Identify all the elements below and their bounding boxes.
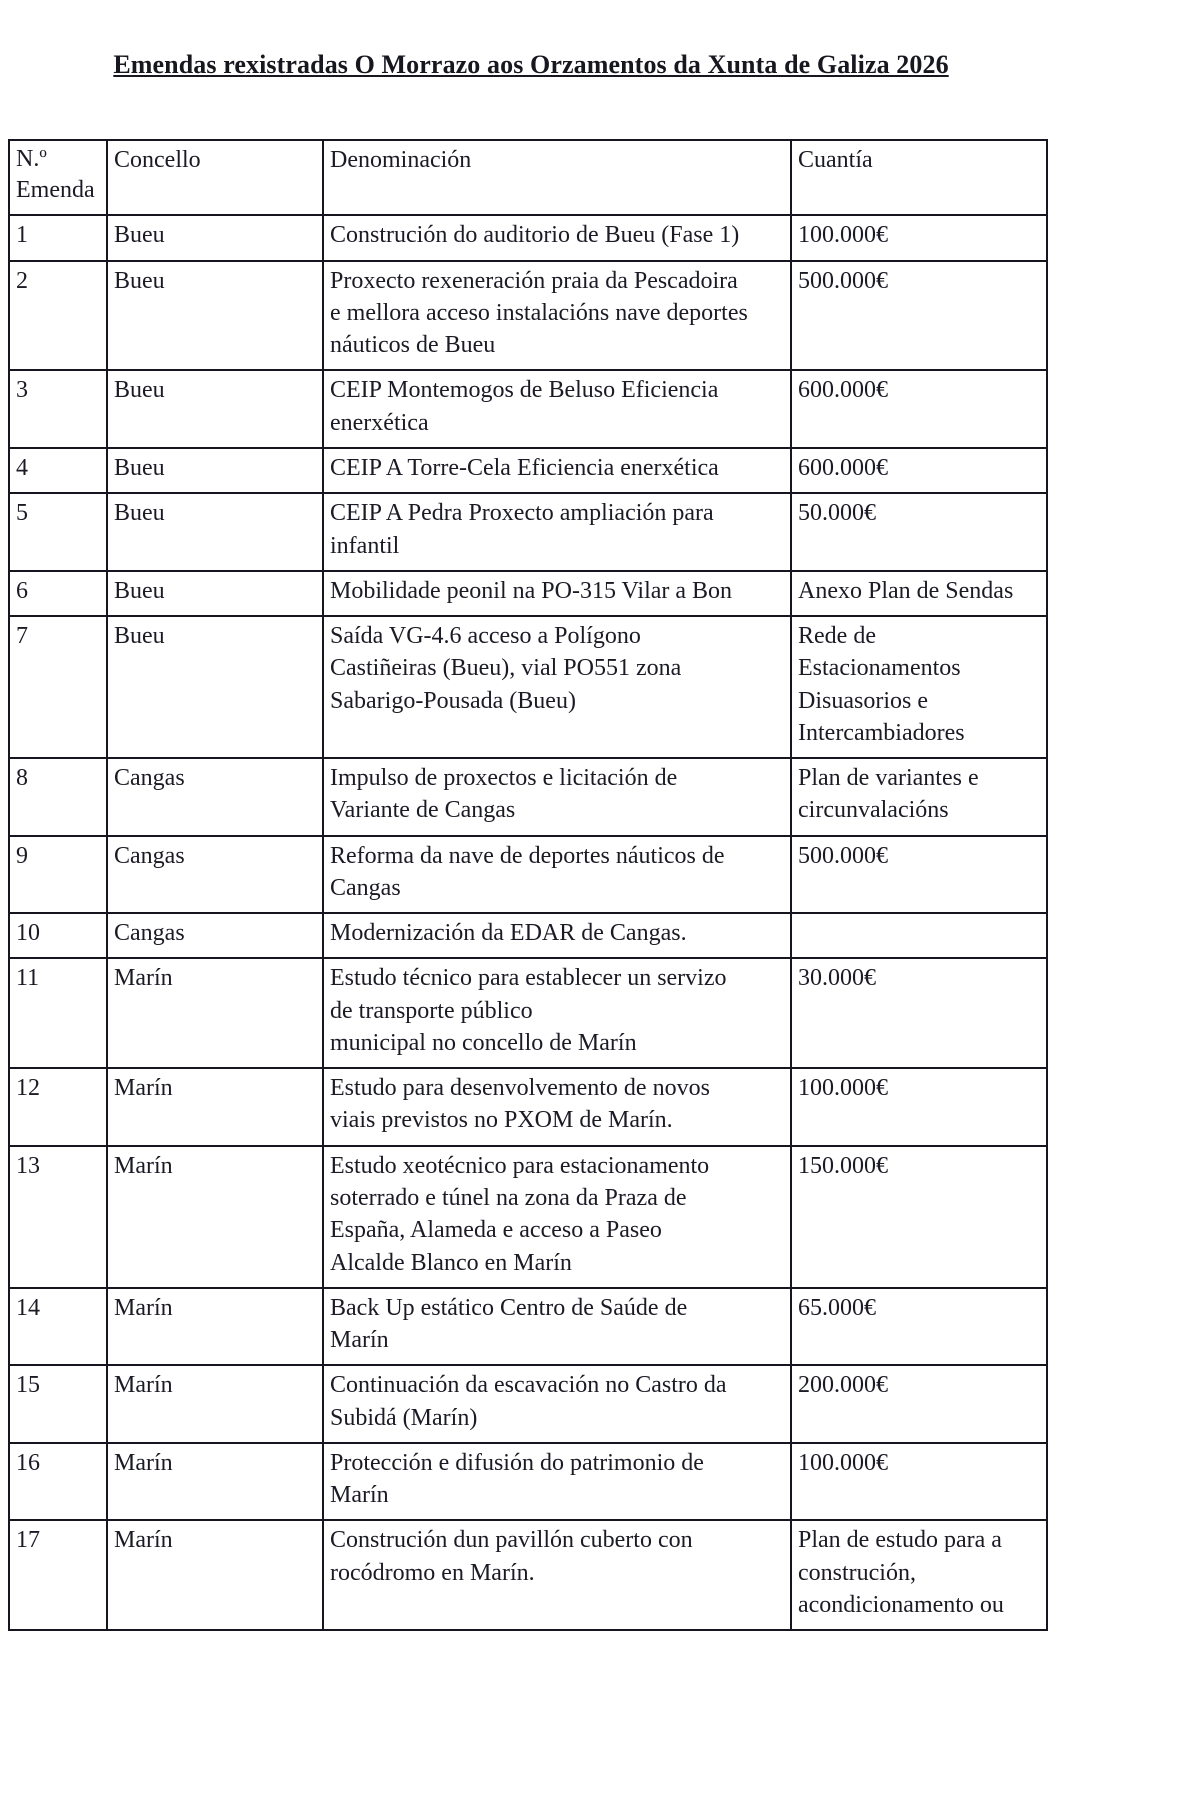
cell-denominacion-line-2: de transporte público <box>330 997 533 1024</box>
cell-numero-emenda <box>9 493 107 571</box>
cell-cuantia <box>791 958 1047 1068</box>
cell-cuantia <box>791 370 1047 448</box>
cell-cuantia <box>791 1443 1047 1521</box>
numero-emenda-value: 12 <box>16 1075 40 1102</box>
numero-emenda-value: 10 <box>16 920 40 947</box>
table-row <box>9 370 1047 448</box>
cell-denominacion-line-2: Cangas <box>330 874 401 901</box>
cell-denominacion-line-2: Subidá (Marín) <box>330 1404 478 1431</box>
table-row <box>9 913 1047 958</box>
cell-denominacion-line-1: Mobilidade peonil na PO-315 Vilar a Bon <box>330 577 733 604</box>
cell-denominacion-line-2: soterrado e túnel na zona da Praza de <box>330 1185 687 1212</box>
cell-denominacion-line-3: Sabarigo-Pousada (Bueu) <box>330 687 576 714</box>
cell-cuantia-empty <box>791 913 1047 958</box>
numero-emenda-value: 13 <box>16 1152 40 1179</box>
cell-denominacion <box>323 370 791 448</box>
cell-cuantia-line-1: 600.000€ <box>798 377 888 404</box>
cell-denominacion <box>323 958 791 1068</box>
column-header-numero-line-1: N.º <box>16 146 47 172</box>
cell-denominacion-line-1: Protección e difusión do patrimonio de <box>330 1449 704 1476</box>
table-row <box>9 448 1047 493</box>
cell-concello <box>107 448 323 493</box>
cell-concello <box>107 370 323 448</box>
cell-denominacion-line-1: Proxecto rexeneración praia da Pescadoira <box>330 267 738 294</box>
concello-value: Marín <box>114 1152 173 1179</box>
concello-value: Marín <box>114 1449 173 1476</box>
cell-denominacion <box>323 758 791 836</box>
cell-denominacion <box>323 913 791 958</box>
cell-denominacion-line-3: municipal no concello de Marín <box>330 1029 637 1056</box>
cell-numero-emenda <box>9 1365 107 1443</box>
cell-denominacion-line-1: Continuación da escavación no Castro da <box>330 1372 727 1399</box>
concello-value: Bueu <box>114 377 165 404</box>
cell-cuantia <box>791 616 1047 758</box>
column-header-numero <box>9 140 107 215</box>
cell-cuantia-line-2: Estacionamentos <box>798 655 961 682</box>
column-header-concello: Concello <box>107 140 323 215</box>
numero-emenda-value: 6 <box>16 577 28 604</box>
cell-numero-emenda <box>9 616 107 758</box>
numero-emenda-value: 17 <box>16 1527 40 1554</box>
table-row <box>9 1288 1047 1366</box>
cell-concello <box>107 958 323 1068</box>
cell-concello <box>107 1520 323 1630</box>
cell-cuantia-line-3: Disuasorios e <box>798 687 928 714</box>
cell-cuantia-line-1: Anexo Plan de Sendas <box>798 577 1014 604</box>
cell-denominacion-line-2: infantil <box>330 532 400 559</box>
cell-denominacion-line-1: Construción do auditorio de Bueu (Fase 1) <box>330 222 740 249</box>
numero-emenda-value: 9 <box>16 842 28 869</box>
cell-cuantia <box>791 758 1047 836</box>
cell-denominacion-line-1: Estudo técnico para establecer un servizo <box>330 965 727 992</box>
concello-value: Bueu <box>114 267 165 294</box>
cell-denominacion-line-1: Construción dun pavillón cuberto con <box>330 1527 693 1554</box>
cell-denominacion <box>323 215 791 260</box>
concello-value: Marín <box>114 1294 173 1321</box>
column-header-cuantia: Cuantía <box>791 140 1047 215</box>
concello-value: Marín <box>114 1527 173 1554</box>
cell-denominacion <box>323 836 791 914</box>
cell-numero-emenda <box>9 958 107 1068</box>
cell-numero-emenda <box>9 1520 107 1630</box>
cell-denominacion <box>323 571 791 616</box>
cell-concello <box>107 1365 323 1443</box>
table-row <box>9 1146 1047 1288</box>
amendments-table <box>8 139 1048 1631</box>
cell-denominacion-line-1: Saída VG-4.6 acceso a Polígono <box>330 623 641 650</box>
cell-cuantia-line-2: circunvalacións <box>798 797 949 824</box>
cell-denominacion-line-1: Estudo para desenvolvemento de novos <box>330 1075 710 1102</box>
cell-denominacion-line-1: Modernización da EDAR de Cangas. <box>330 920 687 947</box>
table-row <box>9 261 1047 371</box>
cell-numero-emenda <box>9 261 107 371</box>
cell-cuantia-line-1: 200.000€ <box>798 1372 888 1399</box>
concello-value: Cangas <box>114 842 185 869</box>
cell-concello <box>107 1288 323 1366</box>
empty-value <box>798 917 1041 949</box>
cell-cuantia-line-1: 100.000€ <box>798 1075 888 1102</box>
cell-cuantia <box>791 493 1047 571</box>
cell-denominacion-line-4: Alcalde Blanco en Marín <box>330 1249 572 1276</box>
cell-denominacion-line-2: Castiñeiras (Bueu), vial PO551 zona <box>330 655 682 682</box>
cell-concello <box>107 261 323 371</box>
cell-concello <box>107 1443 323 1521</box>
numero-emenda-value: 16 <box>16 1449 40 1476</box>
cell-numero-emenda <box>9 1068 107 1146</box>
cell-numero-emenda <box>9 571 107 616</box>
cell-numero-emenda <box>9 215 107 260</box>
cell-denominacion-line-1: Estudo xeotécnico para estacionamento <box>330 1152 710 1179</box>
cell-denominacion-line-2: enerxética <box>330 409 429 436</box>
cell-denominacion-line-2: Marín <box>330 1327 389 1354</box>
cell-denominacion <box>323 1068 791 1146</box>
cell-cuantia <box>791 1068 1047 1146</box>
cell-denominacion-line-1: Reforma da nave de deportes náuticos de <box>330 842 725 869</box>
cell-numero-emenda <box>9 1146 107 1288</box>
cell-cuantia-line-1: 65.000€ <box>798 1294 876 1321</box>
cell-denominacion-line-1: Impulso de proxectos e licitación de <box>330 765 678 792</box>
cell-denominacion-line-3: náuticos de Bueu <box>330 332 496 359</box>
table-row <box>9 758 1047 836</box>
table-row <box>9 1365 1047 1443</box>
cell-denominacion-line-2: viais previstos no PXOM de Marín. <box>330 1107 673 1134</box>
concello-value: Cangas <box>114 920 185 947</box>
concello-value: Bueu <box>114 623 165 650</box>
cell-cuantia <box>791 571 1047 616</box>
cell-denominacion <box>323 261 791 371</box>
cell-numero-emenda <box>9 836 107 914</box>
cell-concello <box>107 836 323 914</box>
numero-emenda-value: 14 <box>16 1294 40 1321</box>
numero-emenda-value: 2 <box>16 267 28 294</box>
concello-value: Marín <box>114 965 173 992</box>
table-row <box>9 1443 1047 1521</box>
table-row <box>9 616 1047 758</box>
cell-concello <box>107 913 323 958</box>
cell-concello <box>107 1068 323 1146</box>
cell-denominacion-line-2: e mellora acceso instalacións nave deportes <box>330 299 748 326</box>
cell-cuantia <box>791 215 1047 260</box>
table-row <box>9 1068 1047 1146</box>
table-row <box>9 215 1047 260</box>
page-title: Emendas rexistradas O Morrazo aos Orzamentos da Xunta de Galiza 2026 <box>113 50 949 79</box>
cell-numero-emenda <box>9 370 107 448</box>
cell-cuantia <box>791 448 1047 493</box>
cell-numero-emenda <box>9 913 107 958</box>
cell-cuantia-line-1: 500.000€ <box>798 267 888 294</box>
cell-denominacion-line-3: España, Alameda e acceso a Paseo <box>330 1217 662 1244</box>
cell-concello <box>107 493 323 571</box>
cell-cuantia-line-1: 600.000€ <box>798 454 888 481</box>
cell-concello <box>107 616 323 758</box>
amendments-table-container <box>8 139 1046 1631</box>
cell-numero-emenda <box>9 448 107 493</box>
cell-denominacion-line-2: rocódromo en Marín. <box>330 1559 535 1586</box>
cell-concello <box>107 1146 323 1288</box>
numero-emenda-value: 8 <box>16 765 28 792</box>
numero-emenda-value: 11 <box>16 965 40 992</box>
column-header-numero-line-2: Emenda <box>16 177 95 204</box>
cell-denominacion <box>323 448 791 493</box>
table-body <box>9 140 1047 1630</box>
cell-denominacion-line-2: Variante de Cangas <box>330 797 516 824</box>
cell-cuantia <box>791 1288 1047 1366</box>
cell-numero-emenda <box>9 758 107 836</box>
cell-cuantia-line-1: 50.000€ <box>798 500 876 527</box>
cell-denominacion-line-1: CEIP Montemogos de Beluso Eficiencia <box>330 377 719 404</box>
numero-emenda-value: 7 <box>16 623 28 650</box>
cell-concello <box>107 758 323 836</box>
cell-denominacion-line-1: Back Up estático Centro de Saúde de <box>330 1294 688 1321</box>
numero-emenda-value: 3 <box>16 377 28 404</box>
cell-cuantia-line-1: Plan de variantes e <box>798 765 979 792</box>
cell-denominacion-line-1: CEIP A Torre-Cela Eficiencia enerxética <box>330 454 719 481</box>
cell-cuantia-line-1: 150.000€ <box>798 1152 888 1179</box>
concello-value: Marín <box>114 1372 173 1399</box>
cell-cuantia <box>791 1365 1047 1443</box>
table-row <box>9 571 1047 616</box>
cell-cuantia-line-2: construción, <box>798 1559 916 1586</box>
cell-numero-emenda <box>9 1288 107 1366</box>
numero-emenda-value: 1 <box>16 222 28 249</box>
table-row <box>9 958 1047 1068</box>
cell-denominacion <box>323 1520 791 1630</box>
cell-denominacion <box>323 1146 791 1288</box>
cell-denominacion <box>323 616 791 758</box>
numero-emenda-value: 4 <box>16 454 28 481</box>
cell-numero-emenda <box>9 1443 107 1521</box>
cell-concello <box>107 215 323 260</box>
cell-cuantia <box>791 261 1047 371</box>
concello-value: Bueu <box>114 500 165 527</box>
cell-cuantia-line-1: Plan de estudo para a <box>798 1527 1002 1554</box>
cell-denominacion-line-1: CEIP A Pedra Proxecto ampliación para <box>330 500 714 527</box>
cell-denominacion <box>323 493 791 571</box>
table-header-row <box>9 140 1047 215</box>
cell-denominacion <box>323 1288 791 1366</box>
table-row <box>9 493 1047 571</box>
cell-cuantia-line-1: 100.000€ <box>798 222 888 249</box>
concello-value: Bueu <box>114 454 165 481</box>
cell-denominacion-line-2: Marín <box>330 1482 389 1509</box>
concello-value: Cangas <box>114 765 185 792</box>
cell-cuantia <box>791 1520 1047 1630</box>
cell-cuantia-line-1: Rede de <box>798 623 876 650</box>
cell-cuantia-line-1: 30.000€ <box>798 965 876 992</box>
column-header-denominacion: Denominación <box>323 140 791 215</box>
cell-cuantia <box>791 836 1047 914</box>
cell-cuantia <box>791 1146 1047 1288</box>
cell-cuantia-line-1: 100.000€ <box>798 1449 888 1476</box>
concello-value: Bueu <box>114 577 165 604</box>
concello-value: Bueu <box>114 222 165 249</box>
table-row <box>9 836 1047 914</box>
numero-emenda-value: 15 <box>16 1372 40 1399</box>
cell-cuantia-line-4: Intercambiadores <box>798 719 965 746</box>
numero-emenda-value: 5 <box>16 500 28 527</box>
cell-concello <box>107 571 323 616</box>
cell-denominacion <box>323 1443 791 1521</box>
cell-denominacion <box>323 1365 791 1443</box>
cell-cuantia-line-3: acondicionamento ou <box>798 1591 1004 1618</box>
cell-cuantia-line-1: 500.000€ <box>798 842 888 869</box>
table-row <box>9 1520 1047 1630</box>
concello-value: Marín <box>114 1075 173 1102</box>
